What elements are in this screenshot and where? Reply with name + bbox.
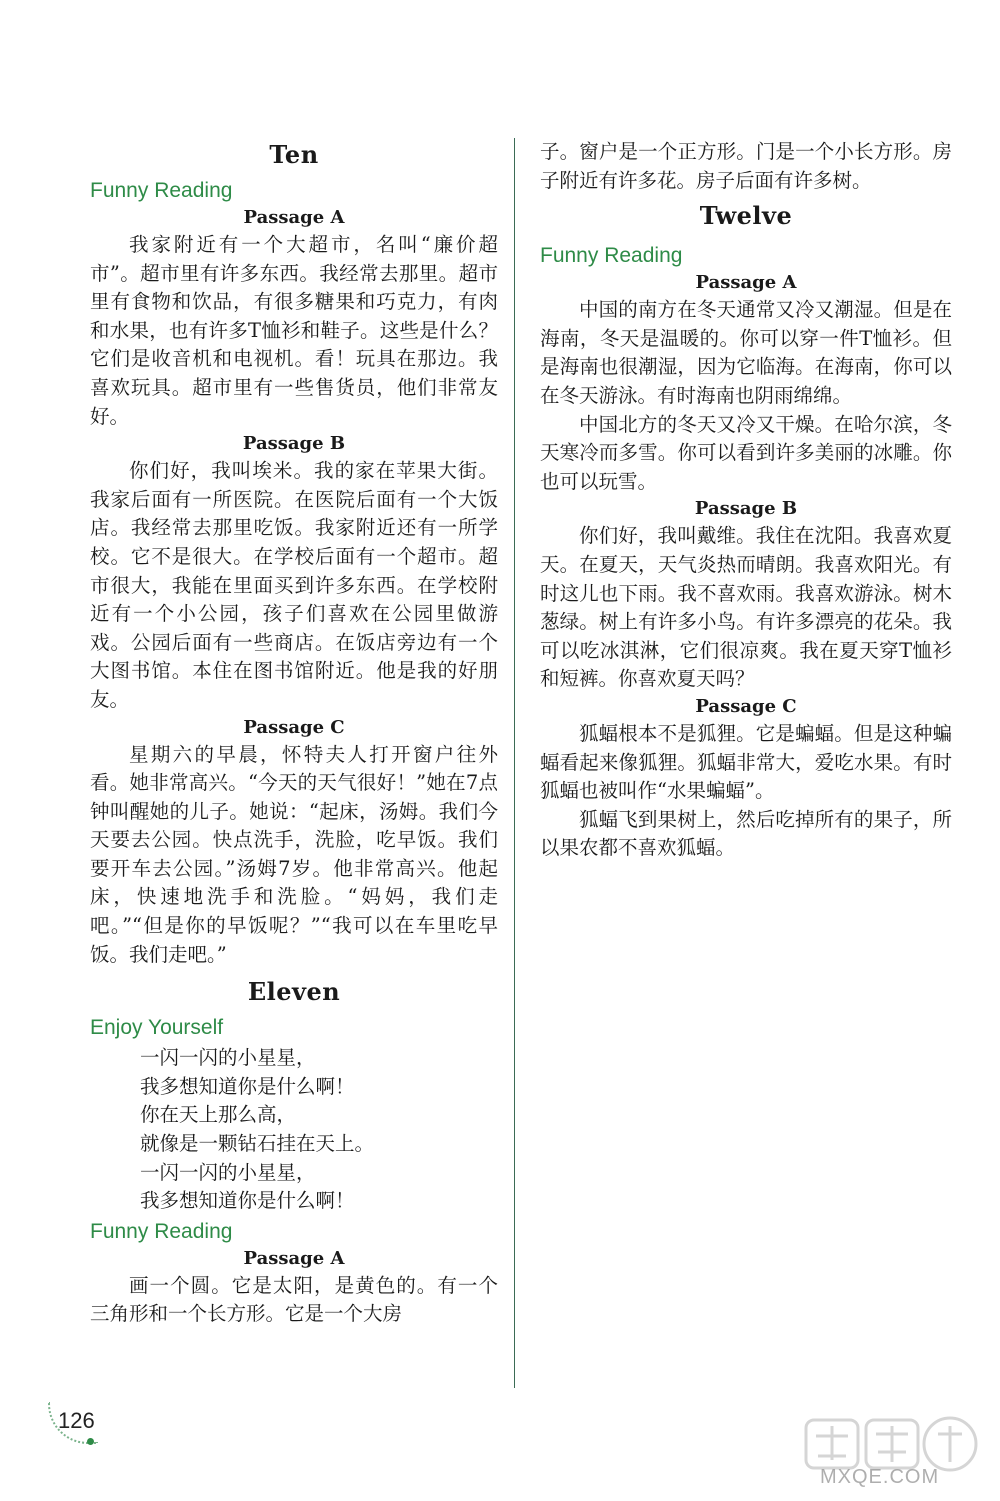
page-number: 126 [58, 1408, 95, 1433]
passage-text: 狐蝠飞到果树上，然后吃掉所有的果子，所以果农都不喜欢狐蝠。 [540, 807, 952, 860]
section-heading-funny-reading: Funny Reading [90, 179, 233, 202]
passage-title: Passage B [694, 498, 798, 520]
passage-text: 你们好，我叫埃米。我的家在苹果大街。我家后面有一所医院。在医院后面有一个大饭店。我经常去那里吃饭。我家附近还有一所学校。它不是很大。在学校后面有一个超市。超市很大，我能在里面买到许多东西。在学校附近有一个小公园，孩子们喜欢在公园里做游戏。公园后面有一些商店。在饭店旁边有一个大图书馆。本住在图书馆附近。他是我的好朋友。 [90, 459, 498, 711]
passage-title: Passage A [243, 1247, 345, 1269]
page-number-dot [87, 1438, 94, 1445]
passage-text: 我家附近有一个大超市，名叫“廉价超市”。超市里有许多东西。我经常去那里。超市里有食物和饮品，有很多糖果和巧克力，有肉和水果，也有许多T恤衫和鞋子。这些是什么？它们是收音机和电视机。看！玩具在那边。我喜欢玩具。超市里有一些售货员，他们非常友好。 [90, 233, 498, 428]
section-heading-funny-reading: Funny Reading [540, 244, 683, 268]
passage-text: 中国北方的冬天又冷又干燥。在哈尔滨，冬天寒冷而多雪。你可以看到许多美丽的冰雕。你也可以玩雪。 [540, 412, 952, 493]
poem [140, 1044, 498, 1216]
passage-title: Passage B [242, 433, 346, 455]
section-heading-enjoy-yourself: Enjoy Yourself [90, 1016, 224, 1040]
unit-title-ten: Ten [269, 140, 319, 169]
passage-title: Passage A [243, 207, 345, 228]
unit-title-eleven: Eleven [247, 977, 341, 1007]
passage-text-continued: 子。窗户是一个正方形。门是一个小长方形。房子附近有许多花。房子后面有许多树。 [540, 140, 952, 192]
unit-title-twelve: Twelve [699, 201, 793, 231]
watermark-text: MXQE.COM [820, 1466, 940, 1488]
poem-line: 就像是一颗钻石挂在天上。 [140, 1132, 375, 1156]
poem-line: 我多想知道你是什么啊！ [140, 1074, 355, 1098]
poem-line: 你在天上那么高， [140, 1103, 297, 1127]
poem-line: 一闪一闪的小星星， [140, 1160, 316, 1184]
passage-text: 星期六的早晨，怀特夫人打开窗户往外看。她非常高兴。“今天的天气很好！”她在7点钟叫醒她的儿子。她说：“起床，汤姆。我们今天要去公园。快点洗手，洗脸，吃早饭。我们要开车去公园。”汤姆7岁。他非常高兴。他起床，快速地洗手和洗脸。“妈妈，我们走吧。”“但是你的早饭呢？”“我可以在车里吃早饭。我们走吧。” [90, 742, 498, 966]
column-divider [514, 138, 515, 1388]
passage-title: Passage A [695, 272, 797, 294]
passage-title: Passage C [243, 716, 345, 738]
poem-line: 一闪一闪的小星星， [140, 1046, 316, 1070]
passage-text: 你们好，我叫戴维。我住在沈阳。我喜欢夏天。在夏天，天气炎热而晴朗。我喜欢阳光。有时这儿也下雨。我不喜欢雨。我喜欢游泳。树木葱绿。树上有许多小鸟。有许多漂亮的花朵。我可以吃冰淇淋，它们很凉爽。我在夏天穿T恤衫和短裤。你喜欢夏天吗？ [540, 524, 952, 691]
passage-text: 画一个圆。它是太阳，是黄色的。有一个三角形和一个长方形。它是一个大房 [90, 1273, 498, 1326]
right-column [540, 138, 952, 863]
left-column [90, 140, 498, 1329]
poem-line: 我多想知道你是什么啊！ [140, 1189, 355, 1213]
section-heading-funny-reading: Funny Reading [90, 1219, 233, 1243]
passage-text: 中国的南方在冬天通常又冷又潮湿。但是在海南，冬天是温暖的。你可以穿一件T恤衫。但是海南也很潮湿，因为它临海。在海南，你可以在冬天游泳。有时海南也阴雨绵绵。 [540, 298, 952, 407]
passage-title: Passage C [695, 695, 797, 717]
passage-text: 狐蝠根本不是狐狸。它是蝙蝠。但是这种蝙蝠看起来像狐狸。狐蝠非常大，爱吃水果。有时狐蝠也被叫作“水果蝙蝠”。 [540, 721, 952, 803]
